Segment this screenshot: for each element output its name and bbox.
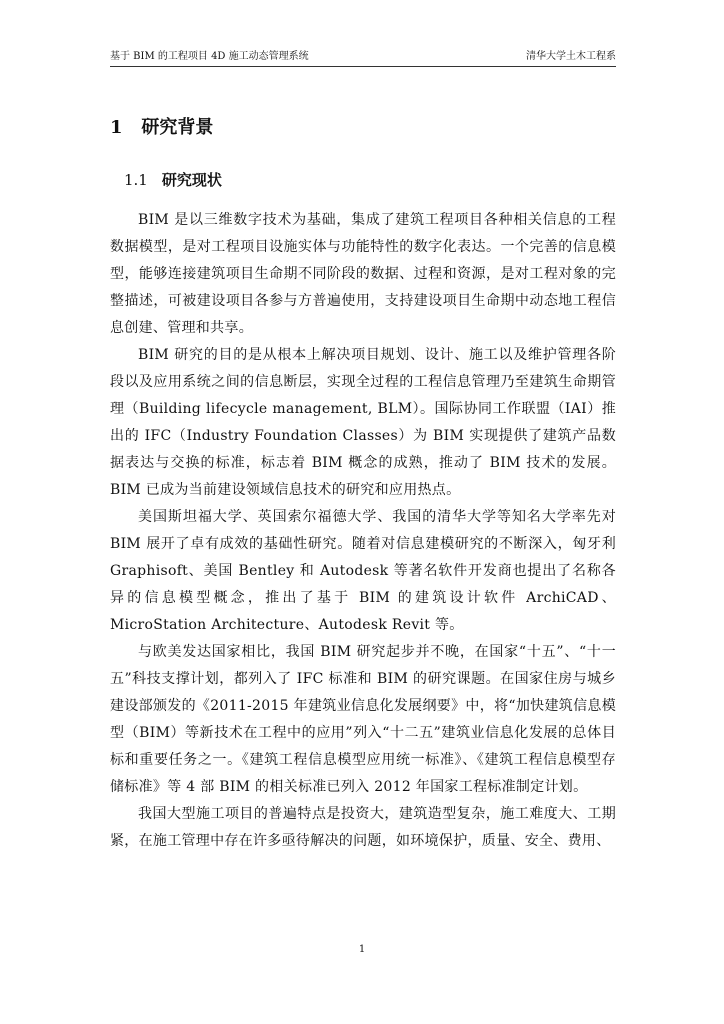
header-department: 清华大学土木工程系 [526, 51, 616, 62]
section-title: 研究背景 [141, 117, 214, 138]
page-header [110, 50, 616, 67]
body-text [110, 207, 616, 855]
paragraph: BIM 研究的目的是从根本上解决项目规划、设计、施工以及维护管理各阶段以及应用系统之间的信息断层，实现全过程的工程信息管理乃至建筑生命期管理（Building lifecycle management, BLM）。国际协同工作联盟（IAI）推出的 IFC（Industry Foundation Classes）为 BIM 实现提供了建筑产品数据表达与交换的标准，标志着 BIM 概念的成熟，推动了 BIM 技术的发展。BIM 已成为当前建设领域信息技术的研究和应用热点。 [110, 347, 616, 498]
page-number: 1 [358, 944, 366, 955]
paragraph: 美国斯坦福大学、英国索尔福德大学、我国的清华大学等知名大学率先对 BIM 展开了卓有成效的基础性研究。随着对信息建模研究的不断深入，匈牙利 Graphisoft、美国 Bentley 和 Autodesk 等著名软件开发商也提出了名称各异的信息模型概念，推出了基于 BIM 的建筑设计软件 ArchiCAD、MicroStation Architecture、Autodesk Revit 等。 [110, 509, 616, 633]
section-heading [110, 114, 213, 142]
header-document-title: 基于 BIM 的工程项目 4D 施工动态管理系统 [110, 51, 309, 62]
paragraph: 我国大型施工项目的普遍特点是投资大，建筑造型复杂，施工难度大、工期紧，在施工管理中存在许多亟待解决的问题，如环境保护，质量、安全、费用、 [110, 806, 616, 849]
subsection-heading [124, 168, 222, 192]
section-number: 1 [110, 117, 123, 138]
subsection-number: 1.1 [124, 171, 148, 189]
paragraph: 与欧美发达国家相比，我国 BIM 研究起步并不晚，在国家“十五”、“十一五”科技支撑计划，都列入了 IFC 标准和 BIM 的研究课题。在国家住房与城乡建设部颁发的《2011-2015 年建筑业信息化发展纲要》中，将“加快建筑信息模型（BIM）等新技术在工程中的应用”列入“十二五”建筑业信息化发展的总体目标和重要任务之一。《建筑工程信息模型应用统一标准》、《建筑工程信息模型存储标准》等 4 部 BIM 的相关标准已列入 2012 年国家工程标准制定计划。 [110, 644, 616, 795]
paragraph: BIM 是以三维数字技术为基础，集成了建筑工程项目各种相关信息的工程数据模型，是对工程项目设施实体与功能特性的数字化表达。一个完善的信息模型，能够连接建筑项目生命期不同阶段的数据、过程和资源，是对工程对象的完整描述，可被建设项目各参与方普遍使用，支持建设项目生命期中动态地工程信息创建、管理和共享。 [110, 212, 616, 336]
subsection-title: 研究现状 [161, 171, 222, 189]
